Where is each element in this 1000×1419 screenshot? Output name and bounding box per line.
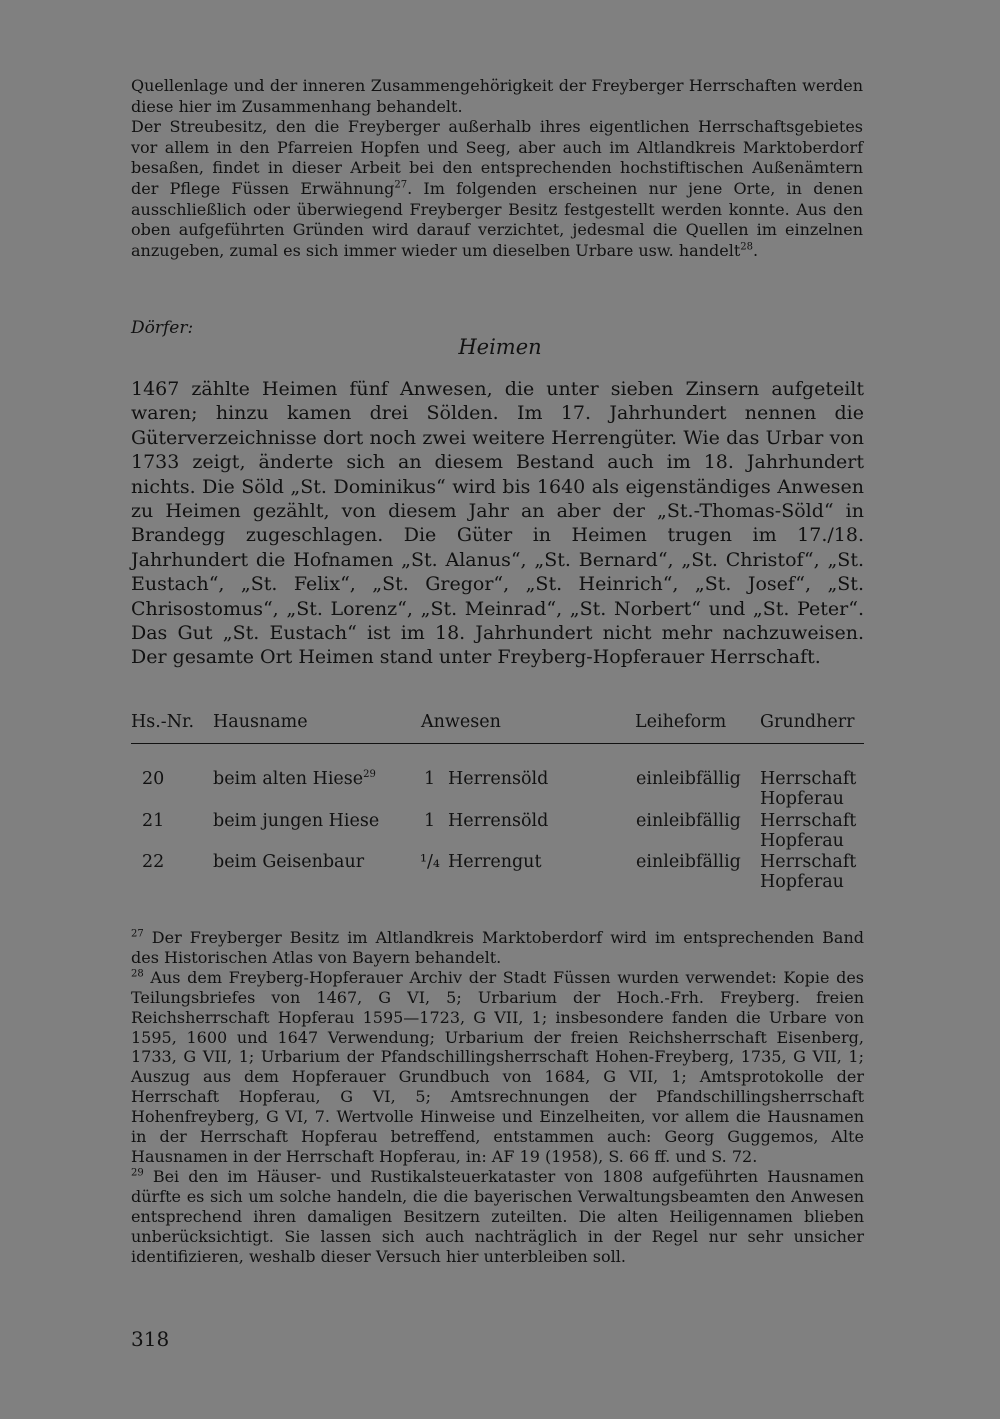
page-number: 318: [131, 1327, 170, 1351]
cell-count: 1: [424, 811, 436, 831]
cell-count: ¹/₄: [420, 852, 440, 872]
footnote-28: [131, 968, 864, 1167]
cell-leiheform: einleibfällig: [636, 852, 741, 872]
intro-paragraph-2-part-c: .: [753, 240, 759, 260]
intro-paragraph-2: [131, 117, 863, 261]
cell-nr: 21: [142, 811, 165, 831]
footnote-mark: 29: [131, 1167, 144, 1179]
body-paragraph: 1467 zählte Heimen fünf Anwesen, die unter sieben Zinsern aufgeteilt waren; hinzu kamen drei Sölden. Im 17. Jahrhundert nennen die Güterverzeichnisse dort noch zwei weitere Herrengüter. Wie das Urbar von 1733 zeigt, änderte sich an diesem Bestand auch im 18. Jahrhundert nichts. Die Söld „St. Dominikus“ wird bis 1640 als eigenständiges Anwesen zu Heimen gezählt, von diesem Jahr an aber der „St.-Thomas-Söld“ in Brandegg zugeschlagen. Die Güter in Heimen trugen im 17./18. Jahrhundert die Hofnamen „St. Alanus“, „St. Bernard“, „St. Christof“, „St. Eustach“, „St. Felix“, „St. Gregor“, „St. Heinrich“, „St. Josef“, „St. Chrisostomus“, „St. Lorenz“, „St. Meinrad“, „St. Norbert“ und „St. Peter“. Das Gut „St. Eustach“ ist im 18. Jahrhundert nicht mehr nachzuweisen. Der gesamte Ort Heimen stand unter Freyberg-Hopferauer Herrschaft.: [131, 378, 864, 669]
cell-leiheform: einleibfällig: [636, 769, 741, 789]
footnote-mark: 28: [131, 968, 144, 980]
cell-hausname: beim jungen Hiese: [213, 811, 380, 831]
cell-grundherr-line1: Herrschaft: [760, 769, 857, 789]
intro-paragraph-1: Quellenlage und der inneren Zusammengehörigkeit der Freyberger Herrschaften werden diese hier im Zusammenhang behandelt.: [131, 76, 863, 116]
cell-grundherr-line1: Herrschaft: [760, 811, 857, 831]
footnote-ref-27[interactable]: 27: [394, 179, 408, 191]
footnotes: [131, 928, 864, 1266]
column-header-hausname: Hausname: [213, 712, 308, 732]
main-body-text: [131, 377, 864, 670]
footnote-text: Bei den im Häuser- und Rustikalsteuerkataster von 1808 aufgeführten Hausnamen dürfte es sich um solche handeln, die die bayerischen Verwaltungsbeamten den Anwesen entsprechend ihren damaligen Besitzern zuteilten. Die alten Heiligennamen blieben unberücksichtigt. Sie lassen sich auch nachträglich in der Regel nur sehr unsicher identifizieren, weshalb dieser Versuch hier unterbleiben soll.: [131, 1166, 864, 1266]
footnote-27: [131, 928, 864, 968]
cell-type: Herrengut: [448, 852, 542, 872]
cell-count: 1: [424, 769, 436, 789]
footnote-ref-28[interactable]: 28: [740, 241, 753, 253]
cell-hausname: [213, 769, 376, 789]
footnote-text: Aus dem Freyberg-Hopferauer Archiv der Stadt Füssen wurden verwendet: Kopie des Teilungsbriefes von 1467, G VI, 5; Urbarium der Hoch.-Frh. Freyberg. freien Reichsherrschaft Hopferau 1595—1723, G VII, 1; insbesondere fanden die Urbare von 1595, 1600 und 1647 Verwendung; Urbarium der freien Reichsherrschaft Eisenberg, 1733, G VII, 1; Urbarium der Pfandschillingsherrschaft Hohen-Freyberg, 1735, G VII, 1; Auszug aus dem Hopferauer Grundbuch von 1684, G VII, 1; Amtsprotokolle der Herrschaft Hopferau, G VI, 5; Amtsrechnungen der Pfandschillingsherrschaft Hohenfreyberg, G VI, 7. Wertvolle Hinweise und Einzelheiten, vor allem die Hausnamen in der Herrschaft Hopferau betreffend, entstammen auch: Georg Guggemos, Alte Hausnamen in der Herrschaft Hopferau, in: AF 19 (1958), S. 66 ff. und S. 72.: [131, 967, 864, 1166]
intro-paragraph-2-part-a: Der Streubesitz, den die Freyberger außerhalb ihres eigentlichen Herrschaftsgebietes vor allem in den Pfarreien Hopfen und Seeg, aber auch im Altlandkreis Marktoberdorf besaßen, findet in dieser Arbeit bei den entsprechenden hochstiftischen Außenämtern der Pflege Füssen Erwähnung: [131, 117, 863, 198]
intro-paragraph-2-part-b: . Im folgenden erscheinen nur jene Orte, in denen ausschließlich oder überwiegend Freyberger Besitz festgestellt werden konnte. Aus den oben aufgeführten Gründen wird darauf verzichtet, jedesmal die Quellen im einzelnen anzugeben, zumal es sich immer wieder um dieselben Urbare usw. handelt: [131, 178, 863, 260]
table-header-rule: [131, 743, 864, 744]
cell-grundherr-line1: Herrschaft: [760, 852, 857, 872]
footnote-ref-29[interactable]: 29: [363, 769, 376, 781]
column-header-grundherr: Grundherr: [760, 712, 855, 732]
cell-nr: 22: [142, 852, 165, 872]
cell-leiheform: einleibfällig: [636, 811, 741, 831]
cell-type: Herrensöld: [448, 811, 549, 831]
column-header-leiheform: Leiheform: [635, 712, 727, 732]
footnote-text: Der Freyberger Besitz im Altlandkreis Marktoberdorf wird im entsprechenden Band des Historischen Atlas von Bayern behandelt.: [131, 928, 864, 967]
section-label: Dörfer:: [131, 318, 194, 338]
column-header-nr: Hs.-Nr.: [131, 712, 195, 732]
intro-text: [131, 76, 863, 261]
cell-grundherr-line2: Hopferau: [760, 831, 844, 851]
cell-type: Herrensöld: [448, 769, 549, 789]
column-header-anwesen: Anwesen: [421, 712, 501, 732]
place-title: Heimen: [458, 335, 542, 359]
cell-hausname-text: beim alten Hiese: [213, 769, 364, 789]
cell-grundherr-line2: Hopferau: [760, 872, 844, 892]
cell-grundherr-line2: Hopferau: [760, 789, 844, 809]
cell-hausname: beim Geisenbaur: [213, 852, 365, 872]
cell-nr: 20: [142, 769, 165, 789]
footnote-29: [131, 1167, 864, 1267]
footnote-mark: 27: [131, 928, 144, 940]
